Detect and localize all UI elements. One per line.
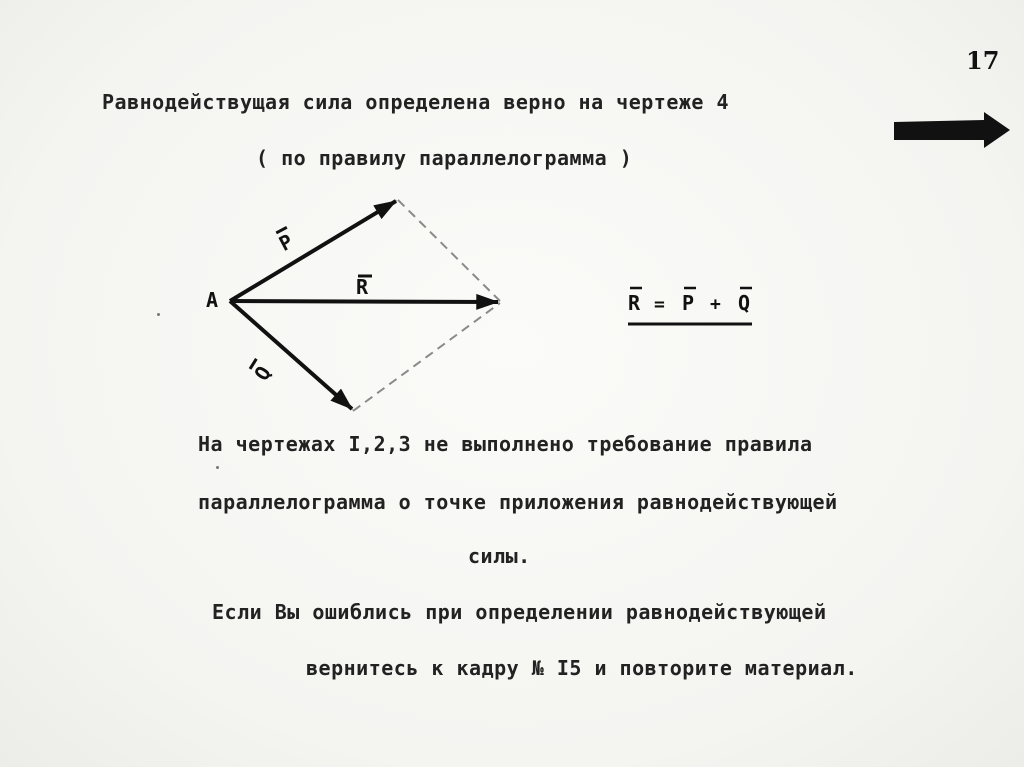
instruction-line-2: вернитесь к кадру № I5 и повторите материал. [306, 656, 858, 680]
speck [157, 313, 160, 316]
vector-r [230, 301, 498, 302]
instruction-line-1: Если Вы ошиблись при определении равнодействующей [212, 600, 827, 624]
heading-line-1: Равнодействущая сила определена верно на чертеже 4 [102, 90, 730, 114]
formula-plus: + [710, 294, 721, 315]
vector-p-label: P [274, 229, 297, 256]
dashed-line-q-r [353, 303, 500, 411]
right-arrow-icon[interactable] [892, 112, 1012, 148]
explanation-line-2: параллелограмма о точке приложения равнодействующей [198, 490, 838, 514]
explanation-line-3: силы. [468, 544, 531, 568]
speck [216, 466, 219, 469]
formula-equals: = [654, 294, 665, 315]
formula-q: Q [738, 291, 751, 315]
formula-p: P [682, 291, 695, 315]
formula-r: R [628, 291, 641, 315]
vector-sum-formula [626, 280, 766, 332]
point-a-label: A [206, 288, 219, 312]
explanation-line-1: На чертежах I,2,3 не выполнено требование правила [198, 432, 813, 456]
vector-p [230, 201, 396, 301]
vector-q-label: Q [249, 361, 277, 385]
frame-number: 17 [966, 46, 1000, 75]
dashed-line-p-r [398, 200, 500, 301]
vector-r-label: R [356, 275, 369, 299]
vector-parallelogram-diagram [190, 180, 530, 420]
vector-q [230, 301, 352, 409]
heading-line-2: ( по правилу параллелограмма ) [256, 146, 633, 170]
